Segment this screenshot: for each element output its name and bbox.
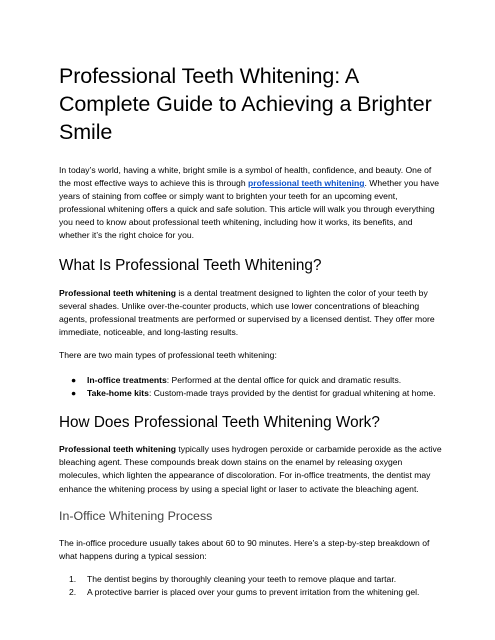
list-item-text: : Performed at the dental office for quick and dramatic results. xyxy=(166,375,402,386)
in-office-steps-list xyxy=(59,573,443,599)
types-intro-paragraph: There are two main types of professional teeth whitening: xyxy=(59,349,277,360)
list-item xyxy=(59,586,443,599)
list-item-bold: In-office treatments xyxy=(87,375,167,386)
title-line-1: Professional Teeth Whitening: A xyxy=(59,64,360,88)
bullet-marker: ● xyxy=(71,375,77,386)
what-is-text: is a dental treatment designed to lighten the color of your teeth by several shades. Unlike over-the-counter products, which use lower concentrations of bleaching agents, professional treatments are performed or supervised by a licensed dentist. They offer more immediate, noticeable, and long-lasting results. xyxy=(59,287,435,337)
step-number: 2. xyxy=(69,586,77,597)
types-bullet-list xyxy=(59,374,443,400)
intro-paragraph xyxy=(59,164,443,243)
list-item-text: : Custom-made trays provided by the dentist for gradual whitening at home. xyxy=(148,388,436,399)
what-is-paragraph xyxy=(59,287,443,339)
in-office-paragraph: The in-office procedure usually takes about 60 to 90 minutes. Here’s a step-by-step breakdown of what happens during a typical session: xyxy=(59,537,430,561)
bullet-marker: ● xyxy=(71,388,77,399)
document-page xyxy=(59,62,443,599)
step-number: 1. xyxy=(69,573,77,584)
section-heading-how-works: How Does Professional Teeth Whitening Work? xyxy=(59,414,380,432)
section-heading-what-is: What Is Professional Teeth Whitening? xyxy=(59,256,322,274)
step-text: A protective barrier is placed over your gums to prevent irritation from the whitening gel. xyxy=(87,586,420,597)
how-works-bold-term: Professional teeth whitening xyxy=(59,444,176,455)
intro-text-after-link: . Whether you have years of staining from coffee or simply want to brighten your teeth for an upcoming event, professional whitening offers a quick and safe solution. This article will walk you through everything you need to know about professional teeth whitening, including how it works, its benefits, and whether it’s the right choice for you. xyxy=(59,178,440,241)
step-text: The dentist begins by thoroughly cleaning your teeth to remove plaque and tartar. xyxy=(87,573,397,584)
how-works-text: typically uses hydrogen peroxide or carbamide peroxide as the active bleaching agent. These compounds break down stains on the enamel by releasing oxygen molecules, which lighten the appearance of discoloration. For in-office treatments, the dentist may enhance the whitening process by using a special light or laser to activate the bleaching agent. xyxy=(59,444,442,494)
list-item xyxy=(59,573,443,586)
list-item xyxy=(59,374,443,387)
how-works-paragraph xyxy=(59,443,443,495)
list-item xyxy=(59,387,443,400)
title-line-3: Smile xyxy=(59,120,113,144)
what-is-bold-term: Professional teeth whitening xyxy=(59,287,176,298)
intro-text-before-link: In today’s world, having a white, bright smile is a symbol of health, confidence, and beauty. One of the most effective ways to achieve this is through xyxy=(59,165,432,189)
document-title xyxy=(59,62,443,146)
title-line-2: Complete Guide to Achieving a Brighter xyxy=(59,92,432,116)
teeth-whitening-link[interactable]: professional teeth whitening xyxy=(248,178,365,189)
list-item-bold: Take-home kits xyxy=(87,388,149,399)
subsection-heading-in-office: In-Office Whitening Process xyxy=(59,508,213,523)
